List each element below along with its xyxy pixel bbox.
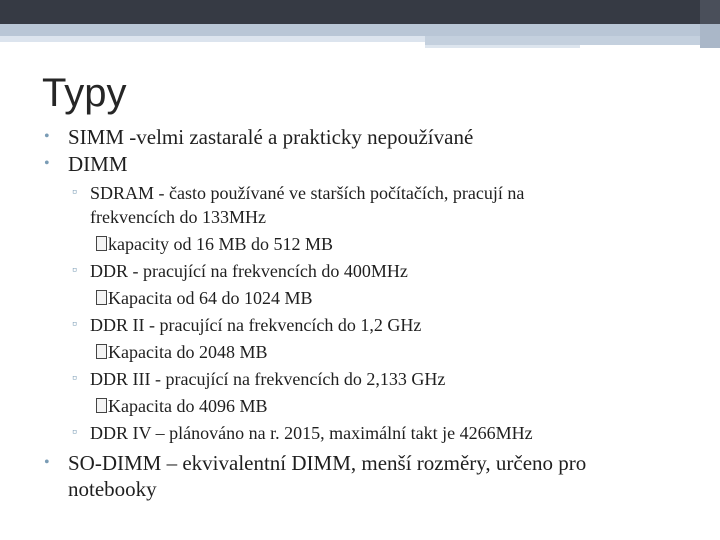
sub-bullet-text-cont: frekvencích do 133MHz — [90, 207, 266, 227]
header-bar-light — [0, 24, 720, 36]
bullet-text: SO-DIMM – ekvivalentní DIMM, menší rozměry, určeno pro — [68, 451, 587, 475]
sub-bullet-text: DDR III - pracující na frekvencích do 2,133 GHz — [90, 369, 446, 389]
header-bar-dark — [0, 0, 720, 24]
capacity-ddr2 — [96, 340, 267, 364]
header-corner-light — [700, 24, 720, 48]
sub-bullet-marker: ▫ — [72, 185, 77, 200]
bullet-text: DIMM — [68, 152, 128, 176]
capacity-text: Kapacita do 4096 MB — [108, 396, 268, 416]
capacity-ddr — [96, 286, 312, 310]
capacity-text: Kapacita do 2048 MB — [108, 342, 268, 362]
capacity-ddr3 — [96, 394, 267, 418]
bullet-marker: • — [44, 128, 50, 145]
bullet-text-cont: notebooky — [68, 477, 157, 501]
sub-bullet-marker: ▫ — [72, 317, 77, 332]
sub-bullet-text: SDRAM - často používané ve starších počítačích, pracují na — [90, 183, 525, 203]
capacity-text: kapacity od 16 MB do 512 MB — [108, 234, 333, 254]
capacity-sdram — [96, 232, 333, 256]
bullet-text: SIMM -velmi zastaralé a prakticky nepoužívané — [68, 125, 474, 149]
sub-bullet-marker: ▫ — [72, 371, 77, 386]
bullet-marker: • — [44, 155, 50, 172]
sub-bullet-text: DDR - pracující na frekvencích do 400MHz — [90, 261, 408, 281]
header-accent-bar-thin — [425, 45, 580, 48]
missing-glyph-icon — [96, 290, 107, 305]
missing-glyph-icon — [96, 344, 107, 359]
header-accent-bar — [425, 36, 720, 45]
missing-glyph-icon — [96, 398, 107, 413]
sub-bullet-text: DDR II - pracující na frekvencích do 1,2 GHz — [90, 315, 422, 335]
missing-glyph-icon — [96, 236, 107, 251]
sub-bullet-marker: ▫ — [72, 425, 77, 440]
capacity-text: Kapacita od 64 do 1024 MB — [108, 288, 313, 308]
bullet-marker: • — [44, 454, 50, 471]
sub-bullet-text: DDR IV – plánováno na r. 2015, maximální takt je 4266MHz — [90, 423, 533, 443]
slide-title: Typy — [42, 71, 127, 115]
sub-bullet-marker: ▫ — [72, 263, 77, 278]
